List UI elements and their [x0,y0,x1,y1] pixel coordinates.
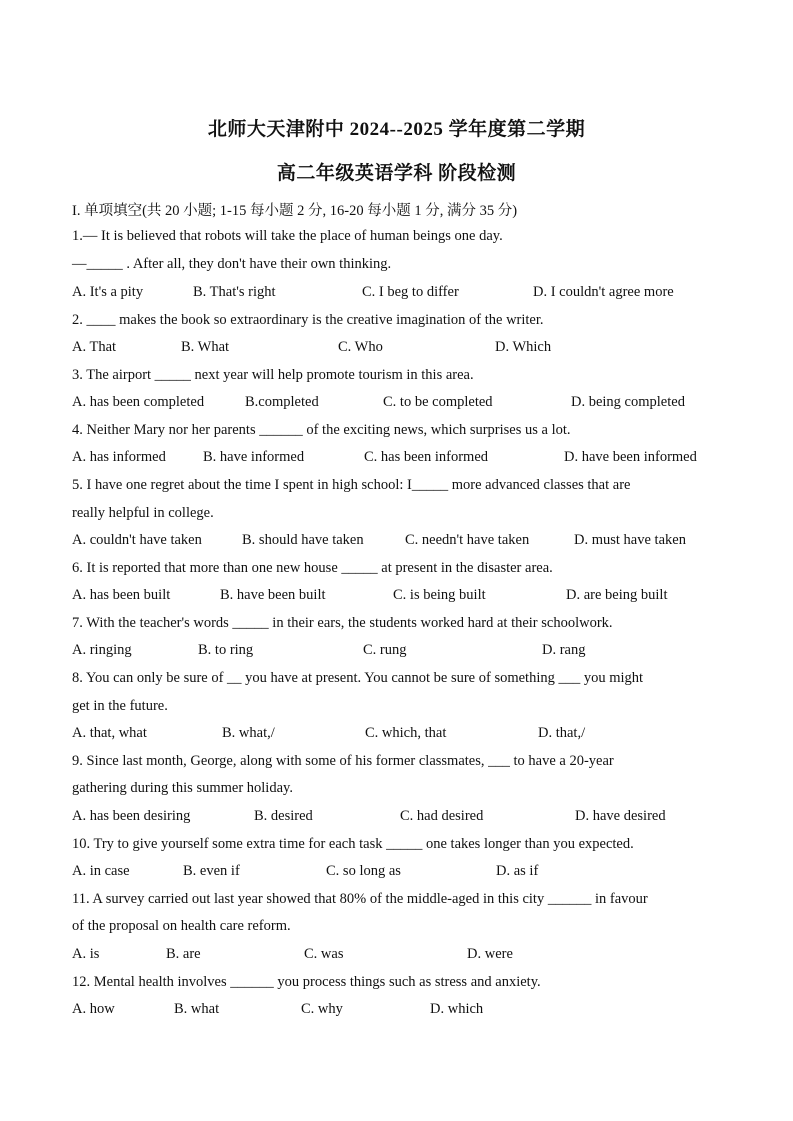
question-7-option-b: B. to ring [198,642,254,658]
question-3-option-b: B.completed [245,394,319,410]
question-7-option-a: A. ringing [72,642,132,658]
question-4-option-d: D. have been informed [564,449,697,465]
question-11-text: of the proposal on health care reform. [72,918,291,934]
question-6-option-b: B. have been built [220,587,326,603]
question-1-option-b: B. That's right [193,284,276,300]
question-4-text: 4. Neither Mary nor her parents ______ of the exciting news, which surprises us a lot. [72,422,571,438]
question-1-option-d: D. I couldn't agree more [533,284,674,300]
section-heading: I. 单项填空(共 20 小题; 1-15 每小题 2 分, 16-20 每小题 1 分, 满分 35 分) [72,203,518,219]
question-7-option-c: C. rung [363,642,407,658]
question-8-option-a: A. that, what [72,725,147,741]
question-3-option-a: A. has been completed [72,394,205,410]
question-11-text: 11. A survey carried out last year showed that 80% of the middle-aged in this city ______ in favour [72,891,648,907]
question-9-text: gathering during this summer holiday. [72,780,293,796]
question-2-option-d: D. Which [495,339,552,355]
question-12-text: 12. Mental health involves ______ you process things such as stress and anxiety. [72,974,541,990]
question-7-option-d: D. rang [542,642,586,658]
question-4-option-b: B. have informed [203,449,305,465]
question-3-option-c: C. to be completed [383,394,493,410]
question-4-option-a: A. has informed [72,449,166,465]
question-6-text: 6. It is reported that more than one new house _____ at present in the disaster area. [72,560,553,576]
question-1-option-c: C. I beg to differ [362,284,459,300]
question-5-option-c: C. needn't have taken [405,532,530,548]
question-11-option-a: A. is [72,946,100,962]
question-6-option-c: C. is being built [393,587,486,603]
question-5-option-d: D. must have taken [574,532,686,548]
question-2-text: 2. ____ makes the book so extraordinary is the creative imagination of the writer. [72,312,544,328]
question-12-option-c: C. why [301,1001,343,1017]
question-11-option-d: D. were [467,946,513,962]
question-5-option-b: B. should have taken [242,532,364,548]
question-2-option-c: C. Who [338,339,383,355]
question-8-option-b: B. what,/ [222,725,275,741]
question-1-option-a: A. It's a pity [72,284,144,300]
question-5-option-a: A. couldn't have taken [72,532,202,548]
question-4-option-c: C. has been informed [364,449,489,465]
question-10-option-d: D. as if [496,863,539,879]
question-8-text: get in the future. [72,698,168,714]
question-8-text: 8. You can only be sure of __ you have at present. You cannot be sure of something ___ you might [72,670,644,686]
question-6-option-a: A. has been built [72,587,171,603]
question-12-option-b: B. what [174,1001,220,1017]
question-8-option-c: C. which, that [365,725,447,741]
question-12-option-d: D. which [430,1001,484,1017]
question-11-option-b: B. are [166,946,201,962]
question-9-option-a: A. has been desiring [72,808,191,824]
question-2-option-a: A. That [72,339,117,355]
question-3-text: 3. The airport _____ next year will help promote tourism in this area. [72,367,474,383]
question-9-option-b: B. desired [254,808,313,824]
question-1-text: —_____ . After all, they don't have their own thinking. [72,256,392,272]
question-2-option-b: B. What [181,339,230,355]
question-9-option-c: C. had desired [400,808,484,824]
exam-title: 北师大天津附中 2024--2025 学年度第二学期 [207,119,586,140]
question-5-text: 5. I have one regret about the time I spent in high school: I_____ more advanced classes that are [72,477,631,493]
question-3-option-d: D. being completed [571,394,685,410]
question-9-text: 9. Since last month, George, along with some of his former classmates, ___ to have a 20-year [72,753,614,769]
question-10-text: 10. Try to give yourself some extra time for each task _____ one takes longer than you expected. [72,836,634,852]
question-12-option-a: A. how [72,1001,115,1017]
question-7-text: 7. With the teacher's words _____ in their ears, the students worked hard at their schoolwork. [72,615,613,631]
exam-subtitle: 高二年级英语学科 阶段检测 [276,163,517,184]
question-10-option-b: B. even if [183,863,240,879]
question-6-option-d: D. are being built [566,587,668,603]
question-5-text: really helpful in college. [72,505,214,521]
question-11-option-c: C. was [304,946,344,962]
question-8-option-d: D. that,/ [538,725,586,741]
question-10-option-c: C. so long as [326,863,401,879]
question-9-option-d: D. have desired [575,808,666,824]
question-10-option-a: A. in case [72,863,130,879]
question-1-text: 1.— It is believed that robots will take the place of human beings one day. [72,228,503,244]
